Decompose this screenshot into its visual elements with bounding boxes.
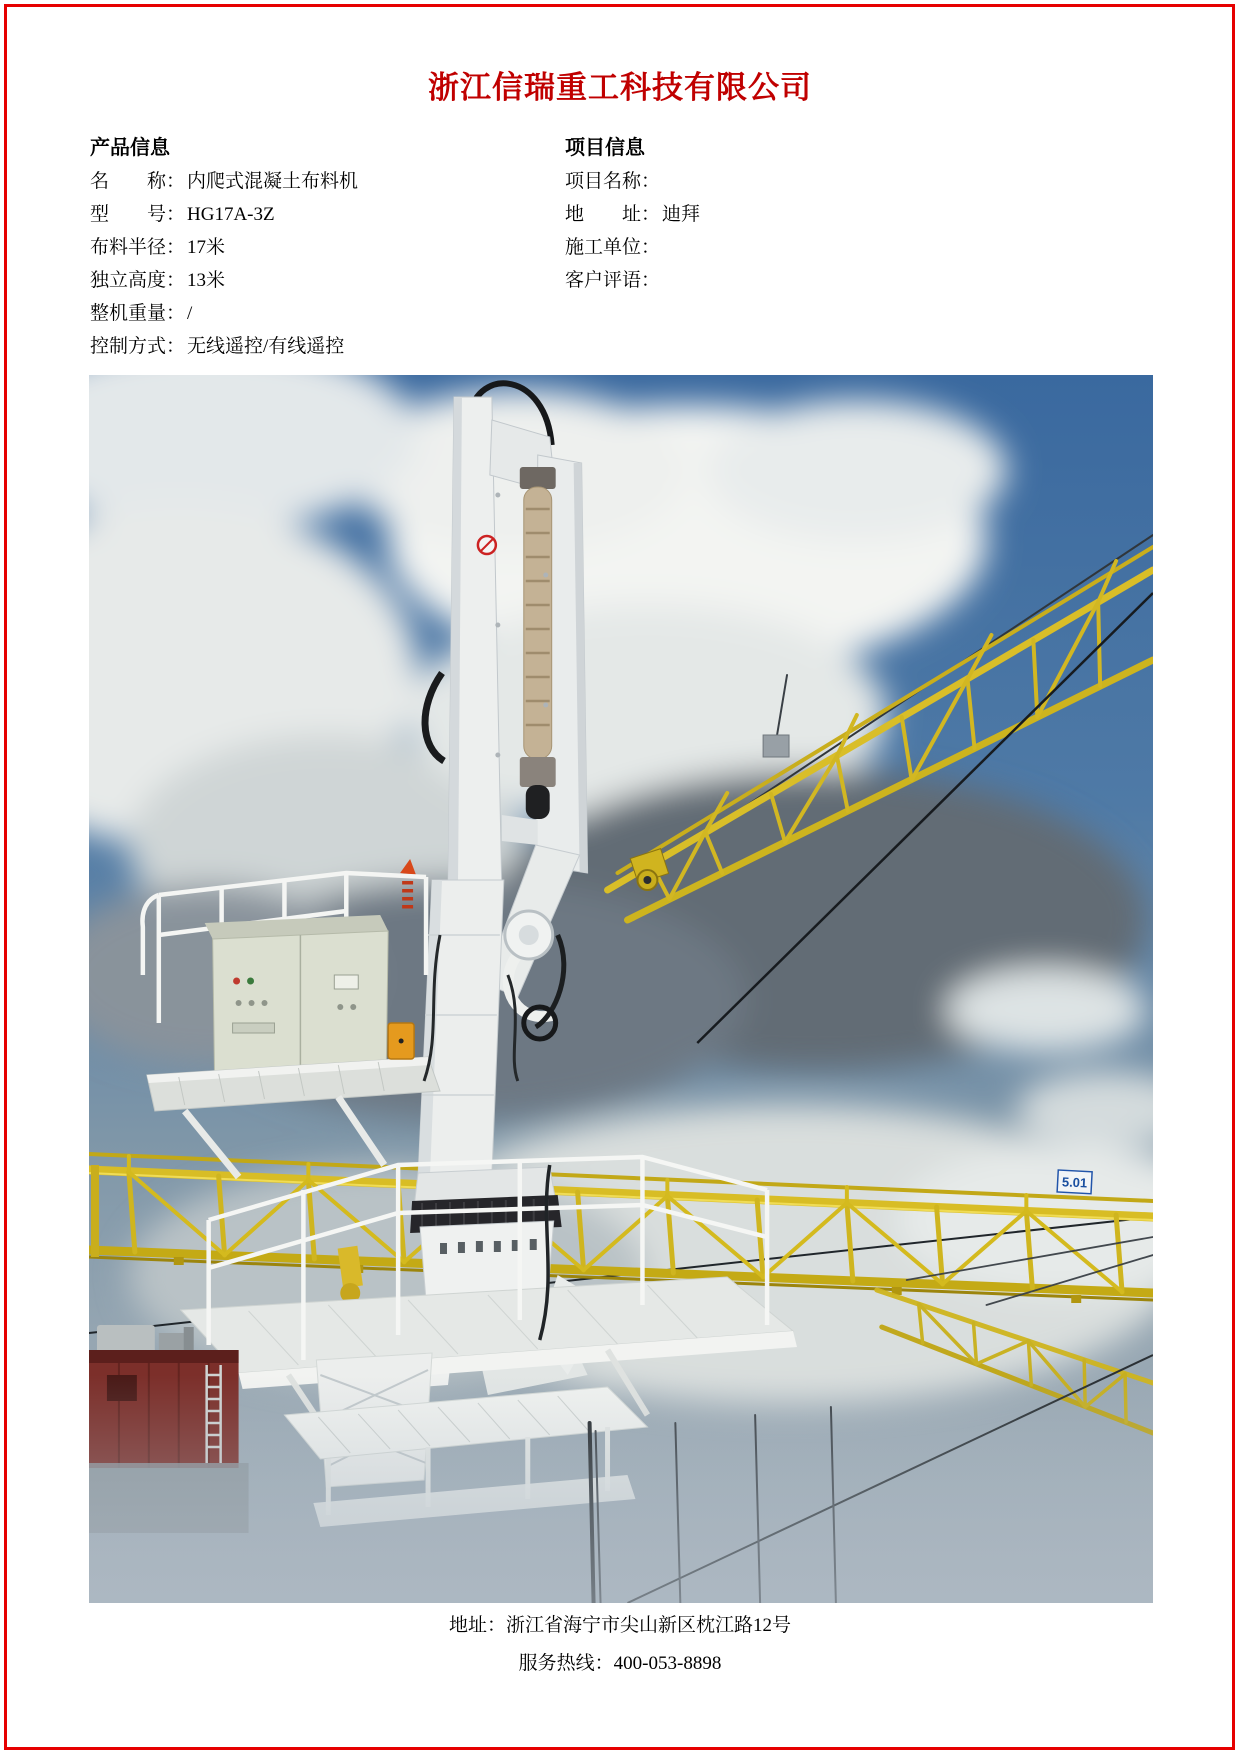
row-weight <box>90 297 530 330</box>
row-product-name-label: 名 称： <box>90 171 186 192</box>
row-comment-label: 客户评语： <box>565 270 661 291</box>
product-photo-illustration <box>89 375 1153 1603</box>
row-control-value: 无线遥控/有线遥控 <box>187 336 345 357</box>
row-radius-label: 布料半径： <box>90 237 186 258</box>
row-builder-value <box>660 237 662 258</box>
row-project-name-label: 项目名称： <box>565 171 661 192</box>
footer-address: 地址：浙江省海宁市尖山新区枕江路12号 <box>448 1615 791 1636</box>
row-comment-value <box>660 270 662 291</box>
row-radius-value: 17米 <box>187 237 226 258</box>
haze-overlay <box>89 1375 1153 1603</box>
row-comment <box>565 264 1005 297</box>
row-address-value: 迪拜 <box>662 204 701 225</box>
svg-text:5.01: 5.01 <box>1061 1174 1088 1191</box>
row-address-label: 地 址： <box>565 204 661 225</box>
row-control <box>90 330 530 363</box>
row-product-name <box>90 165 530 198</box>
row-product-name-value: 内爬式混凝土布料机 <box>187 171 359 192</box>
product-info-heading: 产品信息 <box>90 137 170 159</box>
row-model-value: HG17A-3Z <box>187 204 275 225</box>
row-height-label: 独立高度： <box>90 270 186 291</box>
project-info-section <box>565 131 1005 297</box>
footer-hotline: 服务热线：400-053-8898 <box>518 1653 722 1674</box>
row-builder <box>565 231 1005 264</box>
row-control-label: 控制方式： <box>90 336 186 357</box>
row-address <box>565 198 1005 231</box>
project-info-heading: 项目信息 <box>565 137 645 159</box>
company-title: 浙江信瑞重工科技有限公司 <box>428 70 812 105</box>
row-project-name-value <box>660 171 662 192</box>
row-height-value: 13米 <box>187 270 226 291</box>
row-model <box>90 198 530 231</box>
row-weight-label: 整机重量： <box>90 303 186 324</box>
row-weight-value: / <box>187 303 193 324</box>
row-project-name <box>565 165 1005 198</box>
row-builder-label: 施工单位： <box>565 237 661 258</box>
row-radius <box>90 231 530 264</box>
product-photo <box>89 375 1153 1603</box>
row-model-label: 型 号： <box>90 204 186 225</box>
crane-sign <box>1057 1170 1092 1194</box>
product-info-section <box>90 131 530 363</box>
row-height <box>90 264 530 297</box>
